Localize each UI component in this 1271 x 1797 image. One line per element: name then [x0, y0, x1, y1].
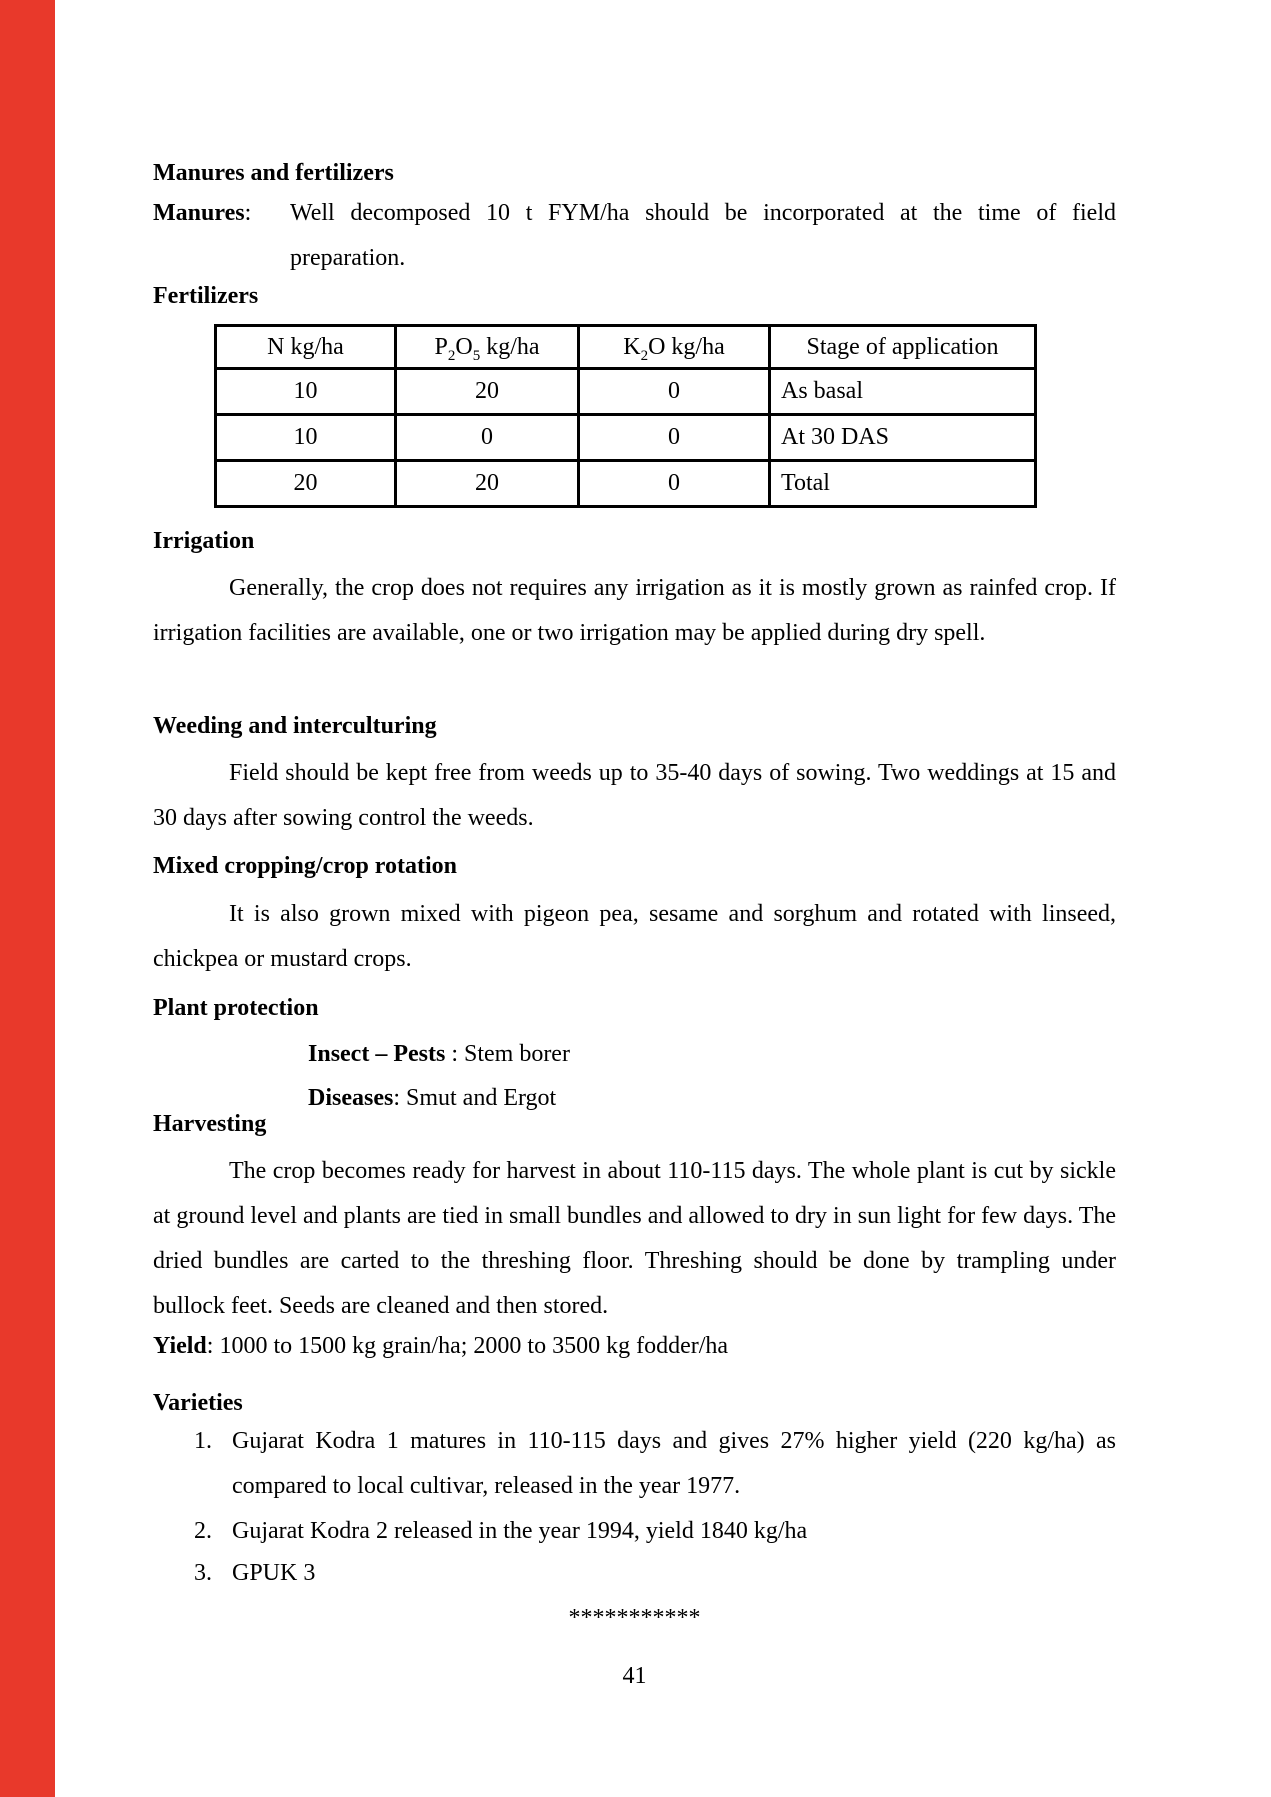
heading-harvesting: Harvesting: [153, 1111, 267, 1137]
heading-mixed-cropping: Mixed cropping/crop rotation: [153, 853, 458, 879]
table-header-stage: Stage of application: [770, 326, 1036, 369]
heading-fertilizers: Fertilizers: [153, 283, 259, 309]
table-cell: 0: [579, 369, 770, 415]
table-cell: Total: [770, 461, 1036, 507]
line-insect-pests: [153, 1032, 1271, 1077]
table-cell: 20: [216, 461, 396, 507]
insect-pests-label: Insect – Pests: [308, 1041, 446, 1067]
table-header-n: N kg/ha: [216, 326, 396, 369]
table-cell: 0: [579, 461, 770, 507]
manures-label-wrap: [153, 191, 290, 236]
paragraph-irrigation: Generally, the crop does not requires any irrigation as it is mostly grown as rainfed crop. If irrigation facilities are available, one or two irrigation may be applied during dry spell.: [153, 575, 1116, 646]
diseases-label: Diseases: [308, 1085, 394, 1111]
table-row: [216, 461, 1036, 507]
table-cell: 20: [396, 461, 579, 507]
heading-manures-and-fertilizers: Manures and fertilizers: [153, 160, 394, 186]
paragraph-mixed-cropping: It is also grown mixed with pigeon pea, sesame and sorghum and rotated with linseed, chickpea or mustard crops.: [153, 901, 1116, 972]
list-item-text: GPUK 3: [232, 1560, 316, 1586]
table-cell: 0: [396, 415, 579, 461]
list-item-variety-2: [153, 1509, 1116, 1554]
table-header-k2o: $K_2O$ kg/ha: [579, 326, 770, 369]
manures-label: Manures: [153, 200, 245, 226]
list-item-number: 3.: [194, 1560, 212, 1586]
fertilizer-table-header-row: [216, 326, 1036, 369]
table-cell: 10: [216, 369, 396, 415]
table-row: [216, 369, 1036, 415]
yield-value: : 1000 to 1500 kg grain/ha; 2000 to 3500 kg fodder/ha: [206, 1333, 729, 1359]
insect-pests-value: : Stem borer: [445, 1041, 570, 1067]
scan-edge-red-bar: [0, 0, 55, 1797]
table-cell: As basal: [770, 369, 1036, 415]
list-item-variety-3: [153, 1551, 1116, 1596]
heading-plant-protection: Plant protection: [153, 995, 319, 1021]
line-yield: [153, 1324, 1116, 1369]
yield-label: Yield: [153, 1333, 207, 1359]
paragraph-harvesting: The crop becomes ready for harvest in about 110-115 days. The whole plant is cut by sickle at ground level and plants are tied in small bundles and allowed to dry in sun light for few days. The dried bundles are carted to the threshing floor. Threshing should be done by trampling under bullock feet. Seeds are cleaned and then stored.: [153, 1158, 1116, 1319]
table-row: [216, 415, 1036, 461]
table-header-p2o5: $P_2O_5$ kg/ha: [396, 326, 579, 369]
list-item-variety-1: [153, 1419, 1116, 1509]
list-item-number: 2.: [194, 1518, 212, 1544]
diseases-value: : Smut and Ergot: [393, 1085, 557, 1111]
manures-colon: :: [244, 200, 252, 226]
fertilizer-table: [214, 324, 1037, 508]
page-number: 41: [622, 1663, 647, 1689]
table-cell: 0: [579, 415, 770, 461]
paragraph-manures: [153, 191, 1116, 281]
table-cell: At 30 DAS: [770, 415, 1036, 461]
table-cell: 10: [216, 415, 396, 461]
manures-text: Well decomposed 10 t FYM/ha should be incorporated at the time of field preparation.: [290, 200, 1116, 271]
heading-weeding: Weeding and interculturing: [153, 713, 437, 739]
list-item-text: Gujarat Kodra 1 matures in 110-115 days and gives 27% higher yield (220 kg/ha) as compared to local cultivar, released in the year 1977.: [232, 1428, 1116, 1499]
heading-varieties: Varieties: [153, 1390, 243, 1416]
list-item-text: Gujarat Kodra 2 released in the year 1994, yield 1840 kg/ha: [232, 1518, 808, 1544]
separator-asterisks: ***********: [568, 1605, 701, 1631]
table-cell: 20: [396, 369, 579, 415]
paragraph-weeding: Field should be kept free from weeds up to 35-40 days of sowing. Two weddings at 15 and 30 days after sowing control the weeds.: [153, 760, 1116, 831]
heading-irrigation: Irrigation: [153, 528, 255, 554]
list-item-number: 1.: [194, 1428, 212, 1454]
